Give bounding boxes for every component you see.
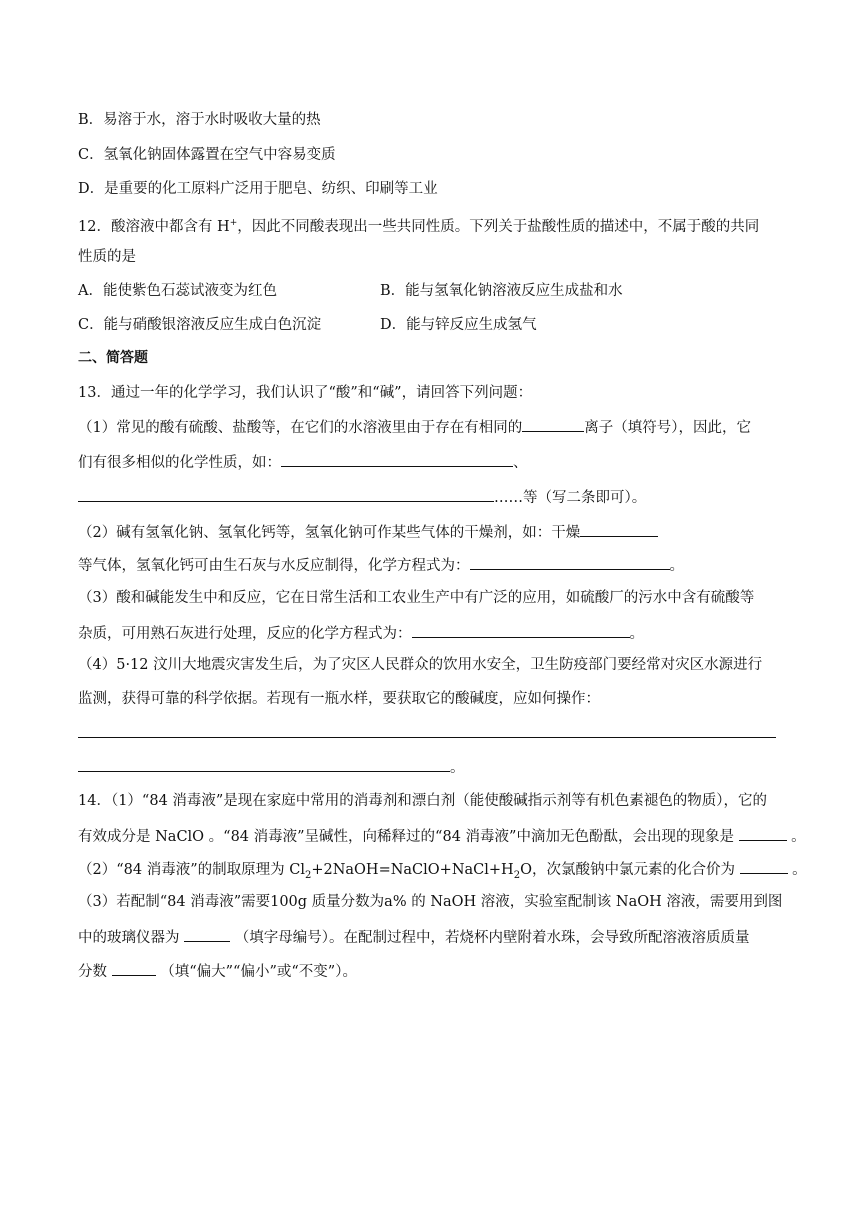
q14-p3-text-e: （填“偏大”“偏小”或“不变”）。: [160, 964, 357, 980]
q14-p1-line1: 14．（1）“84 消毒液”是现在家庭中常用的消毒剂和漂白剂（能使酸碱指示剂等有机色素褪色的物质），它的: [78, 793, 768, 809]
q13-p4-line2: 监测，获得可靠的科学依据。若现有一瓶水样，要获取它的酸碱度，应如何操作：: [78, 691, 600, 707]
q13-blank-property2[interactable]: [78, 486, 494, 502]
q13-p1-text-a: （1）常见的酸有硫酸、盐酸等，在它们的水溶液里由于存在有相同的: [78, 420, 523, 436]
q12-option-b: B．能与氢氧化钠溶液反应生成盐和水: [380, 283, 623, 299]
q14-p3-line3: [78, 960, 357, 982]
section-title: 二、简答题: [78, 350, 148, 366]
q14-p3-line2: [78, 926, 749, 948]
q12-stem-line2: 性质的是: [78, 249, 136, 265]
q13-p1-line3: [78, 486, 646, 508]
q13-p2-line1: [78, 521, 658, 543]
q11-option-d: D．是重要的化工原料广泛用于肥皂、纺织、印刷等工业: [78, 181, 438, 197]
q13-p4-line4: [78, 756, 465, 778]
q13-p1-line1: [78, 416, 751, 438]
q11-option-b: B．易溶于水，溶于水时吸收大量的热: [78, 112, 321, 128]
q13-p1-line2: [78, 451, 528, 473]
q12-option-a: A．能使紫色石蕊试液变为红色: [78, 283, 277, 299]
q13-blank-operation1[interactable]: [78, 722, 776, 738]
q13-blank-equation1[interactable]: [470, 554, 670, 570]
q13-p3-line1: （3）酸和碱能发生中和反应，它在日常生活和工农业生产中有广泛的应用，如硫酸厂的污水中含有硫酸等: [78, 590, 755, 606]
q13-blank-ion[interactable]: [522, 416, 584, 432]
q14-p2-line: [78, 858, 807, 886]
q12-options-row1: [78, 281, 778, 301]
q13-blank-equation2[interactable]: [412, 622, 630, 638]
q12-option-c: C．能与硝酸银溶液反应生成白色沉淀: [78, 317, 322, 333]
q13-p2-line2: [78, 554, 684, 576]
q12-stem-post: ，因此不同酸表现出一些共同性质。下列关于盐酸性质的描述中，不属于酸的共同: [237, 218, 760, 235]
q13-p1-text-d: 、: [513, 455, 528, 471]
q14-p3-line1: （3）若配制“84 消毒液”需要100g 质量分数为a% 的 NaOH 溶液，实验室配制该 NaOH 溶液，需要用到图: [78, 894, 783, 910]
q14-p3-text-b: 中的玻璃仪器为: [78, 930, 180, 946]
q12-option-d: D．能与锌反应生成氢气: [380, 317, 537, 333]
q12-options-row2: [78, 315, 778, 335]
q14-p1-line2: [78, 825, 806, 847]
q13-p4-text-c: 。: [450, 760, 465, 776]
q14-p3-text-c: （填字母编号）。在配制过程中，若烧杯内壁附着水珠，会导致所配溶液溶质质量: [234, 930, 750, 946]
q14-p2-sub1: 2: [304, 869, 312, 881]
q14-p1-text-b: 有效成分是 NaClO 。“84 消毒液”呈碱性，向稀释过的“84 消毒液”中滴加无色酚酞，会出现的现象是: [78, 829, 734, 845]
q14-blank-effect[interactable]: [112, 960, 156, 976]
q13-p4-line3: [78, 722, 776, 744]
q13-p2-text-a: （2）碱有氢氧化钠、氢氧化钙等，氢氧化钠可作某些气体的干燥剂，如：干燥: [78, 525, 581, 541]
q14-blank-valence[interactable]: [740, 858, 788, 874]
q12-stem-line1: [78, 213, 759, 237]
q13-p2-text-b: 等气体，氢氧化钙可由生石灰与水反应制得，化学方程式为：: [78, 558, 470, 574]
q14-p2-text-c: O，次氯酸钠中氯元素的化合价为: [520, 862, 735, 878]
q13-p3-line2: [78, 622, 644, 644]
q13-intro: 13．通过一年的化学学习，我们认识了“酸”和“碱”，请回答下列问题：: [78, 385, 533, 401]
q13-p1-text-b: 离子（填符号），因此，它: [584, 420, 751, 436]
q13-blank-gas[interactable]: [580, 521, 658, 537]
q13-p1-text-e: ……等（写二条即可）。: [494, 490, 647, 506]
q11-option-c: C．氢氧化钠固体露置在空气中容易变质: [78, 147, 336, 163]
q14-blank-glassware[interactable]: [184, 926, 230, 942]
q13-blank-property1[interactable]: [281, 451, 513, 467]
q14-p2-text-d: 。: [792, 862, 807, 878]
q14-p2-text-b: +2NaOH=NaClO+NaCl+H: [311, 862, 514, 878]
q13-p2-text-c: 。: [669, 558, 684, 574]
q14-p3-text-d: 分数: [78, 964, 107, 980]
q13-p4-line1: （4）5·12 汶川大地震灾害发生后，为了灾区人民群众的饮用水安全，卫生防疫部门要经常对灾区水源进行: [78, 657, 763, 673]
q14-p2-sub2: 2: [513, 869, 521, 881]
q13-blank-operation2[interactable]: [78, 756, 450, 772]
q12-stem-sup: +: [229, 218, 238, 228]
q13-p1-text-c: 们有很多相似的化学性质，如：: [78, 455, 281, 471]
q14-p1-text-c: 。: [791, 829, 806, 845]
q13-p3-text-b: 杂质，可用熟石灰进行处理，反应的化学方程式为：: [78, 626, 412, 642]
q13-p3-text-c: 。: [629, 626, 644, 642]
q12-stem-pre: 12．酸溶液中都含有 H: [78, 218, 230, 235]
q14-p2-text-a: （2）“84 消毒液”的制取原理为 Cl: [78, 862, 305, 878]
q14-blank-phenomenon[interactable]: [739, 825, 787, 841]
